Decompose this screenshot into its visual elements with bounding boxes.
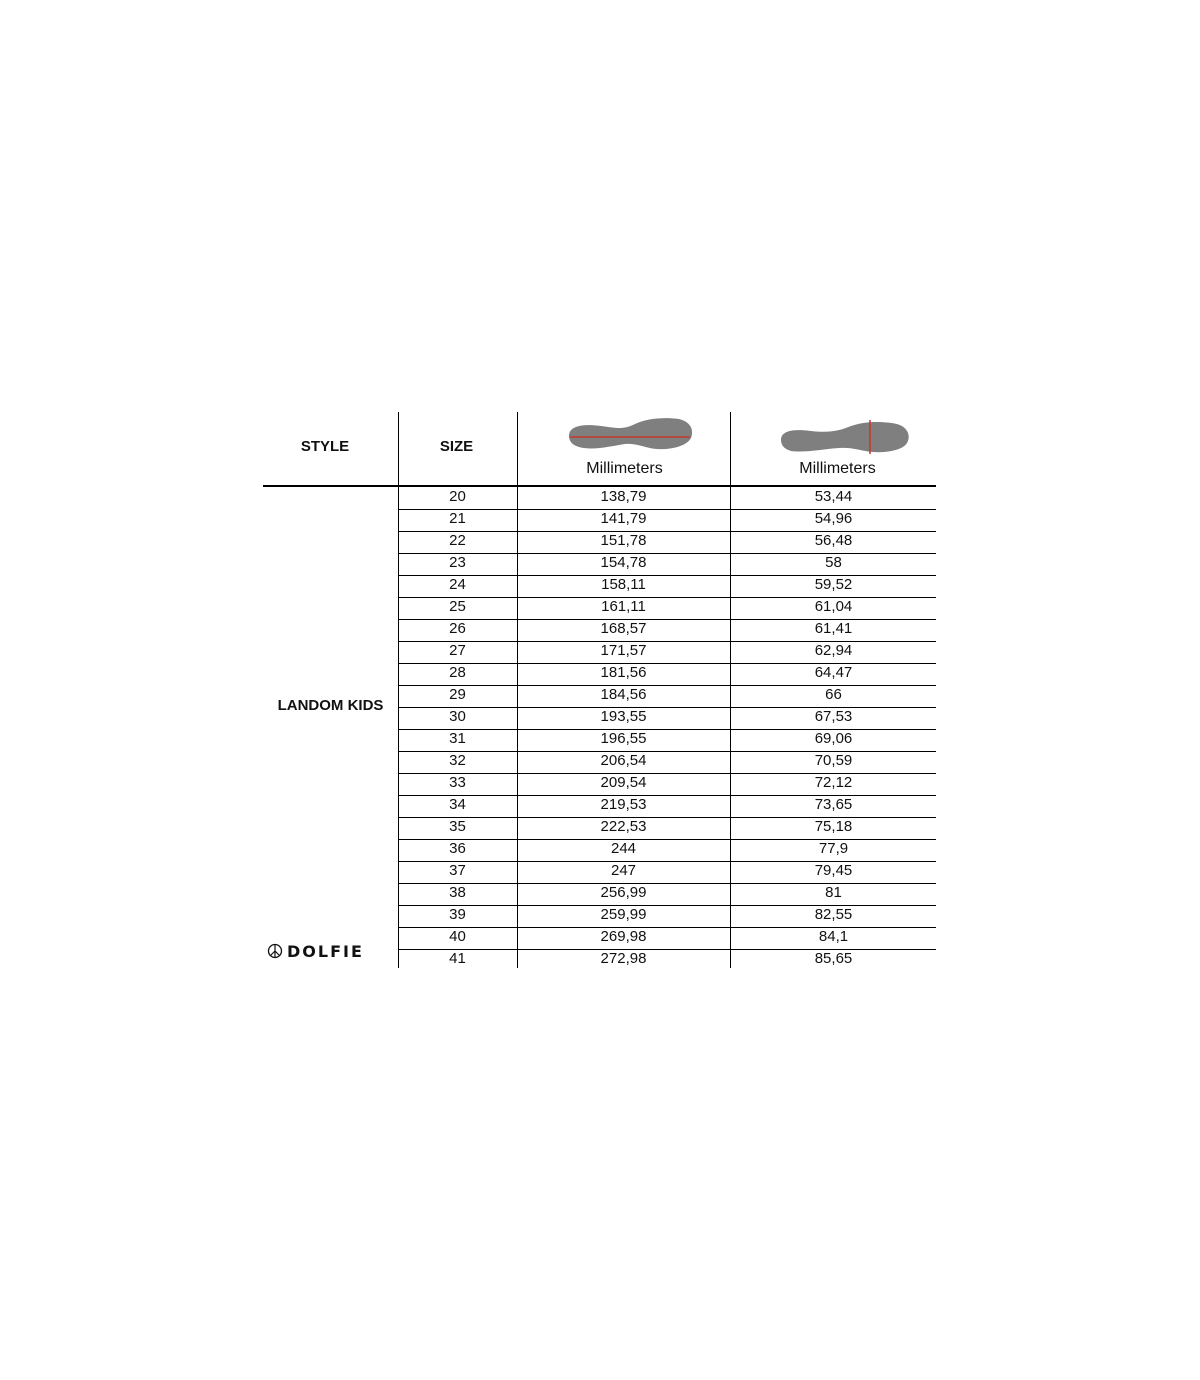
- size-cell: 25: [449, 598, 466, 615]
- width-cell: 56,48: [814, 532, 853, 549]
- length-cell: 141,79: [600, 510, 647, 527]
- width-cell: 64,47: [814, 664, 853, 681]
- size-cell: 31: [449, 730, 466, 747]
- length-cell: 247: [610, 862, 637, 879]
- length-cell: 154,78: [600, 554, 647, 571]
- width-cell: 77,9: [818, 840, 849, 857]
- length-cell: 193,55: [600, 708, 647, 725]
- size-cell: 41: [449, 950, 466, 967]
- width-cell: 82,55: [814, 906, 853, 923]
- width-cell: 66: [825, 686, 842, 703]
- length-cell: 168,57: [600, 620, 647, 637]
- length-cell: 181,56: [600, 664, 647, 681]
- size-cell: 39: [449, 906, 466, 923]
- size-cell: 22: [449, 532, 466, 549]
- size-cell: 37: [449, 862, 466, 879]
- length-cell: 272,98: [600, 950, 647, 967]
- size-cell: 32: [449, 752, 466, 769]
- length-cell: 184,56: [600, 686, 647, 703]
- size-cell: 38: [449, 884, 466, 901]
- size-cell: 33: [449, 774, 466, 791]
- width-cell: 61,41: [814, 620, 853, 637]
- width-cell: 73,65: [814, 796, 853, 813]
- size-cell: 24: [449, 576, 466, 593]
- width-cell: 53,44: [814, 488, 853, 505]
- width-cell: 58: [825, 554, 842, 571]
- size-chart: [263, 412, 936, 968]
- size-cell: 26: [449, 620, 466, 637]
- width-cell: 54,96: [814, 510, 853, 527]
- size-header: SIZE: [439, 438, 474, 455]
- width-cell: 85,65: [814, 950, 853, 967]
- width-cell: 72,12: [814, 774, 853, 791]
- size-cell: 21: [449, 510, 466, 527]
- length-cell: 259,99: [600, 906, 647, 923]
- length-cell: 161,11: [601, 598, 646, 615]
- width-unit-label: Millimeters: [799, 460, 876, 477]
- width-cell: 70,59: [814, 752, 853, 769]
- length-cell: 222,53: [600, 818, 647, 835]
- length-cell: 151,78: [600, 532, 647, 549]
- width-cell: 75,18: [814, 818, 853, 835]
- length-cell: 196,55: [600, 730, 647, 747]
- size-cell: 20: [449, 488, 466, 505]
- width-cell: 84,1: [818, 928, 849, 945]
- size-cell: 27: [449, 642, 466, 659]
- size-cell: 30: [449, 708, 466, 725]
- brand-name: DOLFIE: [287, 941, 364, 961]
- size-cell: 34: [449, 796, 466, 813]
- length-cell: 269,98: [600, 928, 647, 945]
- width-cell: 59,52: [814, 576, 853, 593]
- brand-logo: [267, 941, 393, 961]
- length-cell: 209,54: [600, 774, 647, 791]
- length-cell: 206,54: [600, 752, 647, 769]
- size-cell: 40: [449, 928, 466, 945]
- style-name: LANDOM KIDS: [277, 697, 384, 714]
- insole-width-icon: [777, 418, 911, 458]
- length-cell: 244: [610, 840, 637, 857]
- dolfie-logo-icon: [267, 943, 283, 959]
- insole-length-icon: [565, 416, 695, 456]
- length-cell: 138,79: [600, 488, 647, 505]
- width-cell: 69,06: [814, 730, 853, 747]
- size-cell: 23: [449, 554, 466, 571]
- size-cell: 35: [449, 818, 466, 835]
- length-cell: 158,11: [601, 576, 646, 593]
- length-cell: 219,53: [600, 796, 647, 813]
- width-cell: 67,53: [814, 708, 853, 725]
- width-cell: 79,45: [814, 862, 853, 879]
- size-cell: 36: [449, 840, 466, 857]
- size-cell: 28: [449, 664, 466, 681]
- size-cell: 29: [449, 686, 466, 703]
- length-cell: 171,57: [600, 642, 647, 659]
- length-unit-label: Millimeters: [586, 460, 663, 477]
- style-header: STYLE: [300, 438, 350, 455]
- length-cell: 256,99: [600, 884, 647, 901]
- width-cell: 81: [825, 884, 842, 901]
- width-cell: 62,94: [814, 642, 853, 659]
- width-cell: 61,04: [814, 598, 853, 615]
